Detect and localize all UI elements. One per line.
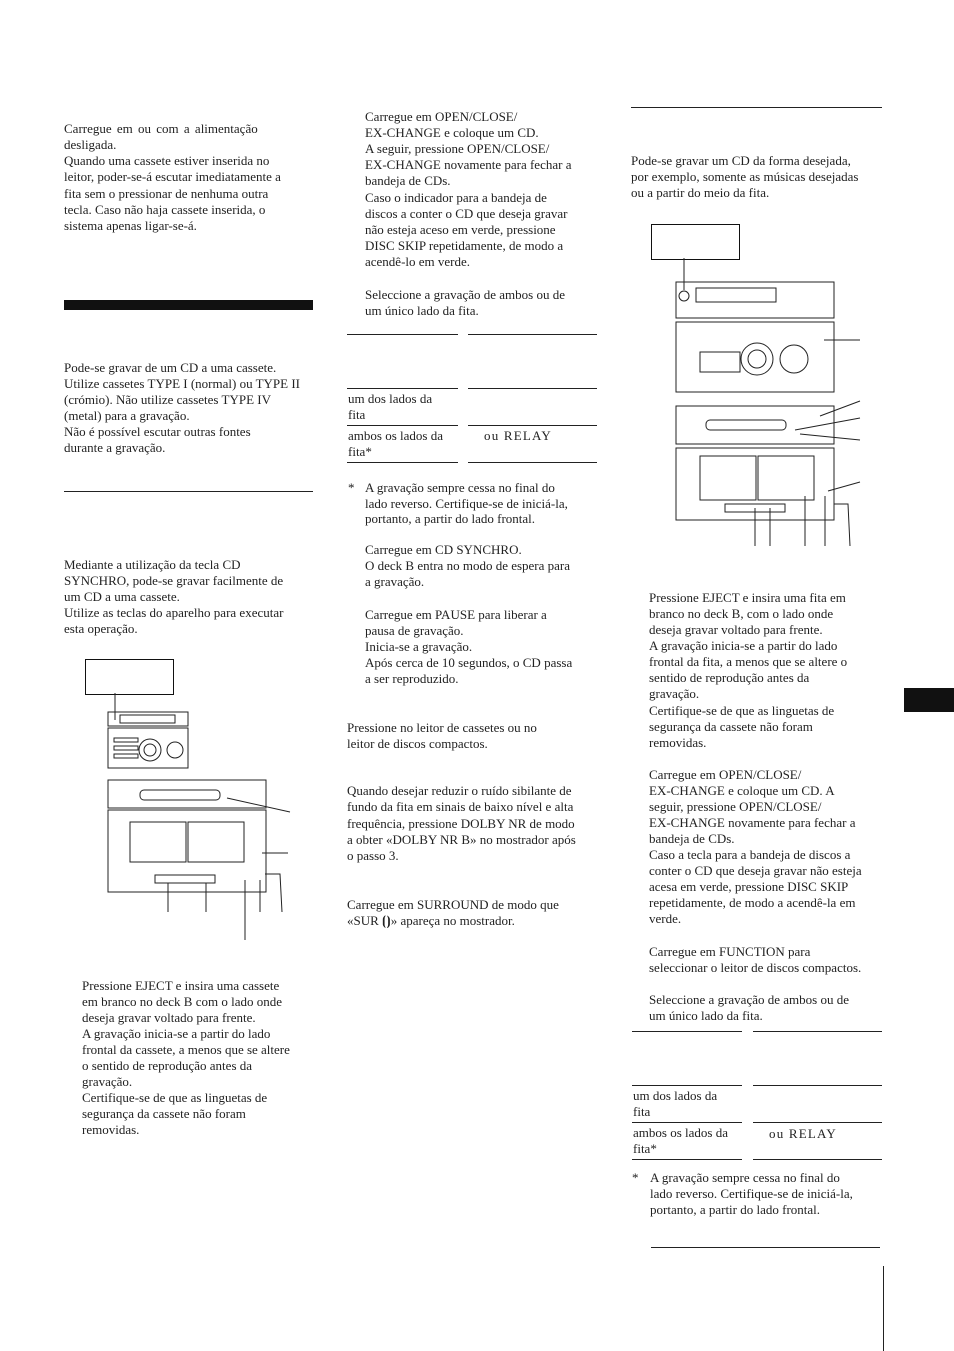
text-line: A gravação inicia-se a partir do lado (649, 638, 838, 653)
text-line: tecla. Caso não haja cassete inserida, o (64, 202, 266, 217)
text-line: gravação. (82, 1074, 133, 1089)
text-line: segurança da cassete não foram (649, 719, 813, 734)
stereo-system-illustration (100, 690, 300, 950)
text-line: pausa de gravação. (365, 623, 464, 638)
table-cell: um dos lados da (633, 1088, 718, 1103)
text-line: DISC SKIP repetidamente, de modo a (365, 238, 564, 253)
text-line: Caso o indicador para a bandeja de (365, 190, 547, 205)
text-line: um CD a uma cassete. (64, 589, 180, 604)
text-line: um único lado da fita. (649, 1008, 763, 1023)
text-line: leitor de discos compactos. (347, 736, 488, 751)
text-line: removidas. (649, 735, 707, 750)
table-cell: ambos os lados da (348, 428, 443, 443)
table-cell: um dos lados da (348, 391, 433, 406)
text-line: o passo 3. (347, 848, 399, 863)
subsection-rule (64, 491, 313, 492)
text-line: Inicia-se a gravação. (365, 639, 473, 654)
text-line: Mediante a utilização da tecla CD (64, 557, 241, 572)
text-line: Pressione EJECT e insira uma fita em (649, 590, 846, 605)
text-line: frontal da fita, a menos que se altere o (649, 654, 848, 669)
text-line: fundo da fita em sinais de baixo nível e alta (347, 799, 574, 814)
text-line: Pode-se gravar um CD da forma desejada, (631, 153, 851, 168)
table-cell: ou RELAY (769, 1126, 837, 1141)
table-rule (347, 388, 458, 389)
text-line: frequência, pressione DOLBY NR de modo (347, 816, 575, 831)
callout-box (651, 224, 740, 260)
text-line: conter o CD que deseja gravar não esteja (649, 863, 862, 878)
table-rule (347, 462, 458, 463)
text-line: seleccionar o leitor de discos compactos. (649, 960, 862, 975)
text-line: A gravação sempre cessa no final do (365, 480, 555, 495)
text-line: desligada. (64, 137, 117, 152)
text-line: SYNCHRO, pode-se gravar facilmente de (64, 573, 284, 588)
text-line: lado reverso. Certifique-se de iniciá-la, (650, 1186, 853, 1201)
text-line: bandeja de CDs. (649, 831, 735, 846)
text-line: sistema apenas ligar-se-á. (64, 218, 197, 233)
section-rule (631, 107, 882, 108)
text-line: EX-CHANGE novamente para fechar a (365, 157, 572, 172)
section-heading-bar (64, 300, 313, 310)
text-line: Caso a tecla para a bandeja de discos a (649, 847, 851, 862)
text-line: removidas. (82, 1122, 140, 1137)
text-line: por exemplo, somente as músicas desejadas (631, 169, 859, 184)
text-line: Não é possível escutar outras fontes (64, 424, 251, 439)
table-cell: fita* (633, 1141, 657, 1156)
text-line: Carregue em OPEN/CLOSE/ (365, 109, 518, 124)
table-cell: ambos os lados da (633, 1125, 728, 1140)
text-line: Pressione no leitor de cassetes ou no (347, 720, 537, 735)
table-rule (753, 1085, 882, 1086)
margin-line (883, 1266, 884, 1351)
text-line: A gravação sempre cessa no final do (650, 1170, 840, 1185)
text-line: deseja gravar voltado para frente. (82, 1010, 256, 1025)
table-rule (347, 334, 458, 335)
chapter-tab (904, 688, 954, 712)
text-line: seguir, pressione OPEN/CLOSE/ (649, 799, 822, 814)
table-rule (753, 1031, 882, 1032)
table-rule (347, 425, 458, 426)
section-rule (651, 1247, 880, 1248)
text-line: gravação. (649, 686, 700, 701)
text-line: EX-CHANGE e coloque um CD. (365, 125, 539, 140)
text-line: Carregue em OPEN/CLOSE/ (649, 767, 802, 782)
text-line: Pressione EJECT e insira uma cassete (82, 978, 280, 993)
text-line: Carregue em CD SYNCHRO. (365, 542, 522, 557)
text-line: frontal da cassete, a menos que se altere (82, 1042, 290, 1057)
table-rule (632, 1159, 742, 1160)
text-line: O deck B entra no modo de espera para (365, 558, 571, 573)
text-line: a obter «DOLBY NR B» no mostrador após (347, 832, 576, 847)
table-rule (468, 462, 597, 463)
footnote-mark: * (632, 1170, 639, 1185)
text-line: o sentido de reprodução antes da (82, 1058, 253, 1073)
text-line: a gravação. (365, 574, 425, 589)
text-line: em branco no deck B com o lado onde (82, 994, 282, 1009)
table-cell: ou RELAY (484, 428, 552, 443)
text-line: deseja gravar voltado para frente. (649, 622, 823, 637)
text-line: leitor, poder-se-á escutar imediatamente a (64, 169, 281, 184)
text-line: «SUR ⦗⦘» apareça no mostrador. (347, 913, 515, 928)
text-line: um único lado da fita. (365, 303, 479, 318)
text-line: (crómio). Não utilize cassetes TYPE IV (64, 392, 271, 407)
table-rule (753, 1122, 882, 1123)
text-line: Utilize as teclas do aparelho para executar (64, 605, 284, 620)
table-rule (753, 1159, 882, 1160)
text-line: portanto, a partir do lado frontal. (650, 1202, 821, 1217)
text-line: Carregue em ou com a alimentação (64, 121, 258, 136)
text-line: Seleccione a gravação de ambos ou de (365, 287, 565, 302)
table-rule (468, 388, 597, 389)
text-line: Certifique-se de que as linguetas de (82, 1090, 268, 1105)
text-line: A gravação inicia-se a partir do lado (82, 1026, 271, 1041)
text-line: A seguir, pressione OPEN/CLOSE/ (365, 141, 550, 156)
text-line: ou a partir do meio da fita. (631, 185, 770, 200)
text-line: durante a gravação. (64, 440, 166, 455)
text-line: (metal) para a gravação. (64, 408, 190, 423)
text-line: branco no deck B, com o lado onde (649, 606, 834, 621)
text-line: esta operação. (64, 621, 138, 636)
text-line: EX-CHANGE novamente para fechar a (649, 815, 856, 830)
text-line: fita sem o pressionar de nenhuma outra (64, 186, 269, 201)
text-line: Após cerca de 10 segundos, o CD passa (365, 655, 573, 670)
text-line: Quando desejar reduzir o ruído sibilante de (347, 783, 572, 798)
table-rule (632, 1122, 742, 1123)
text-line: Quando uma cassete estiver inserida no (64, 153, 270, 168)
table-rule (632, 1085, 742, 1086)
text-line: discos a conter o CD que deseja gravar (365, 206, 568, 221)
text-line: acesa em verde, pressione DISC SKIP (649, 879, 849, 894)
text-line: bandeja de CDs. (365, 173, 451, 188)
table-rule (468, 425, 597, 426)
text-line: portanto, a partir do lado frontal. (365, 511, 536, 526)
table-rule (632, 1031, 742, 1032)
text-line: Carregue em PAUSE para liberar a (365, 607, 547, 622)
text-line: Seleccione a gravação de ambos ou de (649, 992, 849, 1007)
text-line: Pode-se gravar de um CD a uma cassete. (64, 360, 277, 375)
text-line: segurança da cassete não foram (82, 1106, 246, 1121)
text-line: Carregue em SURROUND de modo que (347, 897, 559, 912)
stereo-system-illustration (670, 256, 870, 546)
text-line: EX-CHANGE e coloque um CD. A (649, 783, 835, 798)
text-line: sentido de reprodução antes da (649, 670, 810, 685)
text-line: lado reverso. Certifique-se de iniciá-la, (365, 496, 568, 511)
text-line: verde. (649, 911, 682, 926)
text-line: repetidamente, de modo a acendê-la em (649, 895, 856, 910)
text-line: Certifique-se de que as linguetas de (649, 703, 835, 718)
table-cell: fita* (348, 444, 372, 459)
text-line: Utilize cassetes TYPE I (normal) ou TYPE II (64, 376, 300, 391)
footnote-mark: * (348, 480, 355, 495)
text-line: acendê-lo em verde. (365, 254, 471, 269)
table-cell: fita (348, 407, 366, 422)
text-line: a ser reproduzido. (365, 671, 459, 686)
text-line: não esteja aceso em verde, pressione (365, 222, 556, 237)
table-cell: fita (633, 1104, 651, 1119)
text-line: Carregue em FUNCTION para (649, 944, 811, 959)
table-rule (468, 334, 597, 335)
